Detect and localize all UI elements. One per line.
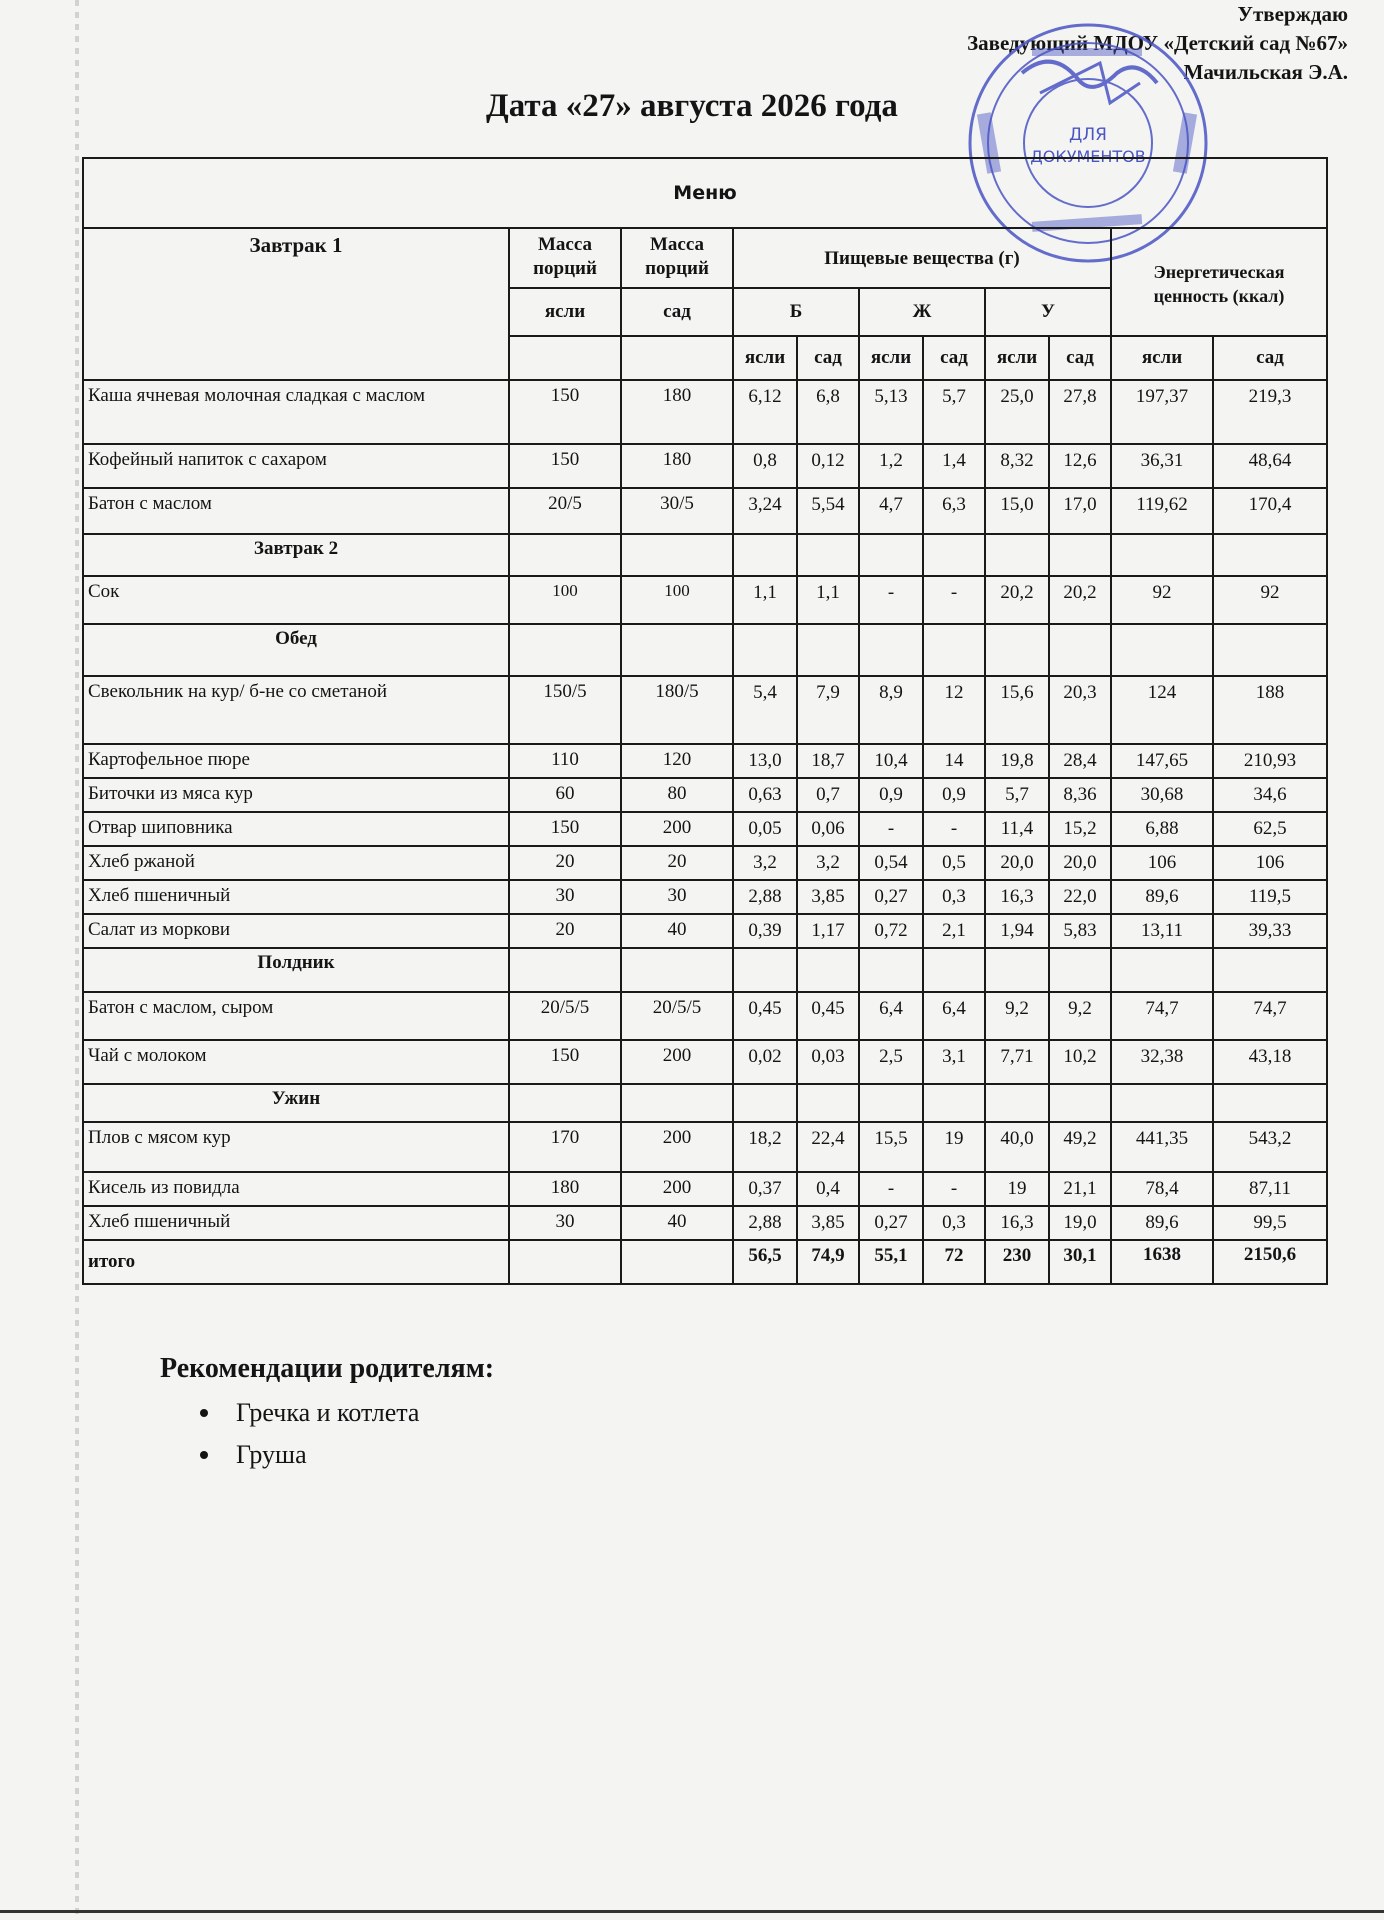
header-row-1 [83,228,1327,288]
bullet-icon [200,1451,208,1459]
nutrient-value: 0,12 [797,444,859,488]
energy-value: 119,62 [1111,488,1213,534]
mass-yasli: 20 [509,914,621,948]
energy-value: 170,4 [1213,488,1327,534]
table-row [83,744,1327,778]
energy-value: 124 [1111,676,1213,744]
mass-sad: 200 [621,1172,733,1206]
nutrient-value: 21,1 [1049,1172,1111,1206]
header-mass-1: Масса порций [509,228,621,288]
nutrient-value: 5,13 [859,380,923,444]
nutrient-value: 0,45 [733,992,797,1040]
empty-cell [985,624,1049,676]
nutrient-value: 1,94 [985,914,1049,948]
nutrient-value: 6,4 [923,992,985,1040]
nutrient-value: 12,6 [1049,444,1111,488]
empty-cell [509,948,621,992]
nutrient-value: 10,4 [859,744,923,778]
empty-cell [1111,624,1213,676]
nutrient-value: 0,7 [797,778,859,812]
mass-sad: 80 [621,778,733,812]
header-meal-first: Завтрак 1 [83,228,509,380]
energy-sub-sad: сад [1213,336,1327,380]
nutrient-value: 6,12 [733,380,797,444]
table-row [83,846,1327,880]
nutrient-value: 9,2 [985,992,1049,1040]
energy-value: 74,7 [1111,992,1213,1040]
dish-name: Свекольник на кур/ б-не со сметаной [83,676,509,744]
energy-value: 32,38 [1111,1040,1213,1084]
title-row [83,158,1327,228]
energy-value: 106 [1213,846,1327,880]
nutrient-value: 17,0 [1049,488,1111,534]
nutrient-value: 2,88 [733,1206,797,1240]
empty-cell [1049,624,1111,676]
nutrient-value: 0,3 [923,880,985,914]
nutrient-value: 0,27 [859,880,923,914]
nutrient-value: 0,05 [733,812,797,846]
dish-name: Каша ячневая молочная сладкая с маслом [83,380,509,444]
dish-name: Биточки из мяса кур [83,778,509,812]
nutrient-value: - [923,576,985,624]
sub-header: ясли [733,336,797,380]
empty-cell [859,1084,923,1122]
stamp-text-2: ДОКУМЕНТОВ [1030,147,1146,166]
nutrient-value: 2,88 [733,880,797,914]
dish-name: Чай с молоком [83,1040,509,1084]
section-row [83,1084,1327,1122]
header-b: Б [733,288,859,336]
nutrient-value: 0,5 [923,846,985,880]
header-nutrients: Пищевые вещества (г) [733,228,1111,288]
table-row [83,880,1327,914]
empty-cell [621,534,733,576]
empty-cell [1213,948,1327,992]
bullet-icon [200,1409,208,1417]
empty-cell [733,1084,797,1122]
energy-value: 106 [1111,846,1213,880]
empty-cell [1111,948,1213,992]
section-label: Полдник [83,948,509,992]
nutrient-value: 6,8 [797,380,859,444]
nutrient-value: 5,4 [733,676,797,744]
empty-cell [859,534,923,576]
empty-cell [1213,534,1327,576]
nutrient-value: 19,8 [985,744,1049,778]
nutrient-value: 2,1 [923,914,985,948]
nutrient-value: 13,0 [733,744,797,778]
energy-value: 92 [1213,576,1327,624]
header-energy: Энергетическая ценность (ккал) [1111,228,1327,336]
approval-line-3: Мачильская Э.А. [1183,60,1348,84]
nutrient-value: 8,9 [859,676,923,744]
empty-cell [1049,948,1111,992]
nutrient-value: 0,9 [923,778,985,812]
nutrient-value: 20,0 [1049,846,1111,880]
mass-sad: 100 [621,576,733,624]
mass-sad: 20/5/5 [621,992,733,1040]
total-label: итого [83,1240,509,1284]
section-row [83,624,1327,676]
empty-cell [733,534,797,576]
recommendation-item [180,1392,419,1434]
mass-sad: 200 [621,1122,733,1172]
nutrient-value: 16,3 [985,1206,1049,1240]
nutrient-value: 0,03 [797,1040,859,1084]
nutrient-value: 19 [923,1122,985,1172]
mass-yasli: 150 [509,380,621,444]
nutrient-value: 3,85 [797,1206,859,1240]
empty-cell [797,948,859,992]
nutrient-value: 0,9 [859,778,923,812]
mass-sad: 40 [621,1206,733,1240]
nutrient-value: 0,8 [733,444,797,488]
mass-yasli: 170 [509,1122,621,1172]
mass-sad: 180 [621,444,733,488]
table-row [83,676,1327,744]
approval-line-1: Утверждаю [1237,2,1348,26]
energy-value: 210,93 [1213,744,1327,778]
dish-name: Хлеб пшеничный [83,1206,509,1240]
empty-cell [985,1084,1049,1122]
nutrient-value: 9,2 [1049,992,1111,1040]
nutrient-value: 2,5 [859,1040,923,1084]
energy-value: 188 [1213,676,1327,744]
mass-sad: 180/5 [621,676,733,744]
energy-value: 89,6 [1111,1206,1213,1240]
empty-cell [509,534,621,576]
menu-body [83,380,1327,1240]
dish-name: Кисель из повидла [83,1172,509,1206]
nutrient-value: 6,4 [859,992,923,1040]
nutrient-value: 40,0 [985,1122,1049,1172]
scan-bottom-edge [0,1910,1384,1913]
nutrient-value: 0,06 [797,812,859,846]
recommendation-text: Груша [236,1440,307,1469]
nutrient-value: 19 [985,1172,1049,1206]
energy-value: 147,65 [1111,744,1213,778]
total-energy-yasli: 1638 [1111,1240,1213,1284]
table-row [83,1122,1327,1172]
section-row [83,948,1327,992]
table-row [83,778,1327,812]
mass-sad: 30/5 [621,488,733,534]
nutrient-value: 3,2 [797,846,859,880]
nutrient-value: 20,0 [985,846,1049,880]
nutrient-value: 15,6 [985,676,1049,744]
nutrient-value: - [859,1172,923,1206]
table-row [83,380,1327,444]
recommendations-list [180,1392,419,1476]
nutrient-value: 16,3 [985,880,1049,914]
nutrient-value: 8,36 [1049,778,1111,812]
nutrient-value: 0,54 [859,846,923,880]
table-row [83,914,1327,948]
nutrient-value: 12 [923,676,985,744]
mass-sad: 20 [621,846,733,880]
header-zh: Ж [859,288,985,336]
empty-cell [733,624,797,676]
nutrient-value: 8,32 [985,444,1049,488]
nutrient-value: 1,2 [859,444,923,488]
sub-header: ясли [985,336,1049,380]
nutrient-value: 5,7 [923,380,985,444]
nutrient-value: 20,2 [985,576,1049,624]
table-row [83,488,1327,534]
energy-value: 13,11 [1111,914,1213,948]
dish-name: Картофельное пюре [83,744,509,778]
energy-value: 119,5 [1213,880,1327,914]
nutrient-value: 0,3 [923,1206,985,1240]
nutrient-value: 15,0 [985,488,1049,534]
recommendation-text: Гречка и котлета [236,1398,420,1427]
nutrient-value: 5,83 [1049,914,1111,948]
section-label: Завтрак 2 [83,534,509,576]
mass-yasli: 180 [509,1172,621,1206]
nutrient-value: 3,24 [733,488,797,534]
mass-sad: 120 [621,744,733,778]
empty-cell [1111,534,1213,576]
nutrient-value: 0,45 [797,992,859,1040]
nutrient-value: - [859,812,923,846]
total-value: 72 [923,1240,985,1284]
total-value: 230 [985,1240,1049,1284]
nutrient-value: - [923,812,985,846]
empty-cell [733,948,797,992]
table-row [83,1040,1327,1084]
stamp-text-1: ДЛЯ [1069,125,1107,145]
sub-header: ясли [859,336,923,380]
mass-sad: 40 [621,914,733,948]
table-row [83,444,1327,488]
energy-value: 48,64 [1213,444,1327,488]
sub-header: сад [923,336,985,380]
total-energy-sad: 2150,6 [1213,1240,1327,1284]
recommendations-title: Рекомендации родителям: [160,1353,495,1384]
empty-cell [985,948,1049,992]
nutrient-value: 5,54 [797,488,859,534]
energy-value: 441,35 [1111,1122,1213,1172]
table-row [83,992,1327,1040]
nutrient-value: 14 [923,744,985,778]
nutrient-value: - [923,1172,985,1206]
nutrient-value: 0,72 [859,914,923,948]
total-value: 30,1 [1049,1240,1111,1284]
dish-name: Сок [83,576,509,624]
empty-cell [621,624,733,676]
nutrient-value: 20,2 [1049,576,1111,624]
header-mass-2: Масса порций [621,228,733,288]
empty-cell [1049,534,1111,576]
section-label: Ужин [83,1084,509,1122]
empty-cell [797,1084,859,1122]
empty-cell [621,948,733,992]
energy-value: 89,6 [1111,880,1213,914]
nutrient-value: 27,8 [1049,380,1111,444]
approval-line-2: Заведующий МДОУ «Детский сад №67» [967,31,1348,55]
nutrient-value: 1,17 [797,914,859,948]
nutrient-value: 0,63 [733,778,797,812]
empty-cell [509,1084,621,1122]
table-row [83,1172,1327,1206]
nutrient-value: 15,2 [1049,812,1111,846]
mass-yasli: 150 [509,812,621,846]
energy-value: 6,88 [1111,812,1213,846]
dish-name: Плов с мясом кур [83,1122,509,1172]
nutrient-value: 0,4 [797,1172,859,1206]
energy-value: 43,18 [1213,1040,1327,1084]
empty-cell [859,948,923,992]
mass-yasli: 20 [509,846,621,880]
empty-cell [797,534,859,576]
date-line: Дата «27» августа 2026 года [486,88,898,124]
empty-cell [923,534,985,576]
nutrient-value: 28,4 [1049,744,1111,778]
mass-yasli: 150 [509,1040,621,1084]
nutrient-value: 0,02 [733,1040,797,1084]
header-u: У [985,288,1111,336]
empty-cell [923,948,985,992]
table-row [83,576,1327,624]
mass-yasli: 60 [509,778,621,812]
nutrient-value: 19,0 [1049,1206,1111,1240]
energy-value: 30,68 [1111,778,1213,812]
energy-value: 74,7 [1213,992,1327,1040]
energy-value: 78,4 [1111,1172,1213,1206]
mass-sad: 200 [621,812,733,846]
nutrient-value: 20,3 [1049,676,1111,744]
nutrient-value: 3,2 [733,846,797,880]
header-sad: сад [621,288,733,336]
energy-value: 219,3 [1213,380,1327,444]
empty-cell [621,1084,733,1122]
section-label: Обед [83,624,509,676]
mass-sad: 200 [621,1040,733,1084]
mass-yasli: 100 [509,576,621,624]
energy-value: 99,5 [1213,1206,1327,1240]
energy-value: 543,2 [1213,1122,1327,1172]
empty-cell [1111,1084,1213,1122]
mass-yasli: 30 [509,1206,621,1240]
nutrient-value: 7,71 [985,1040,1049,1084]
energy-value: 62,5 [1213,812,1327,846]
dish-name: Батон с маслом, сыром [83,992,509,1040]
mass-sad: 180 [621,380,733,444]
total-value: 55,1 [859,1240,923,1284]
empty-cell [1213,1084,1327,1122]
nutrient-value: 7,9 [797,676,859,744]
dish-name: Хлеб пшеничный [83,880,509,914]
nutrient-value: 1,1 [733,576,797,624]
dish-name: Батон с маслом [83,488,509,534]
nutrient-value: 10,2 [1049,1040,1111,1084]
mass-sad: 30 [621,880,733,914]
empty-cell [509,624,621,676]
empty-cell [923,624,985,676]
table-title: Меню [83,158,1327,228]
nutrient-value: 3,1 [923,1040,985,1084]
total-value: 74,9 [797,1240,859,1284]
empty-cell [985,534,1049,576]
nutrient-value: 11,4 [985,812,1049,846]
dish-name: Хлеб ржаной [83,846,509,880]
nutrient-value: 22,0 [1049,880,1111,914]
nutrient-value: 3,85 [797,880,859,914]
empty-cell [1049,1084,1111,1122]
nutrient-value: 4,7 [859,488,923,534]
sub-header: сад [1049,336,1111,380]
energy-value: 92 [1111,576,1213,624]
table-row [83,812,1327,846]
mass-yasli: 150/5 [509,676,621,744]
energy-value: 197,37 [1111,380,1213,444]
menu-table [82,157,1328,1285]
nutrient-value: 1,1 [797,576,859,624]
nutrient-value: 18,2 [733,1122,797,1172]
table-row [83,1206,1327,1240]
energy-value: 39,33 [1213,914,1327,948]
energy-value: 36,31 [1111,444,1213,488]
empty-cell [859,624,923,676]
dish-name: Кофейный напиток с сахаром [83,444,509,488]
nutrient-value: 5,7 [985,778,1049,812]
energy-value: 87,11 [1213,1172,1327,1206]
dish-name: Отвар шиповника [83,812,509,846]
energy-value: 34,6 [1213,778,1327,812]
mass-yasli: 110 [509,744,621,778]
mass-yasli: 150 [509,444,621,488]
energy-sub-yasli: ясли [1111,336,1213,380]
recommendation-item [180,1434,419,1476]
nutrient-value: 6,3 [923,488,985,534]
nutrient-value: 0,27 [859,1206,923,1240]
scan-edge [75,0,79,1920]
section-row [83,534,1327,576]
nutrient-value: 15,5 [859,1122,923,1172]
mass-yasli: 20/5/5 [509,992,621,1040]
mass-yasli: 30 [509,880,621,914]
nutrient-value: 22,4 [797,1122,859,1172]
nutrient-value: 1,4 [923,444,985,488]
nutrient-value: - [859,576,923,624]
nutrient-value: 0,37 [733,1172,797,1206]
sub-header: сад [797,336,859,380]
dish-name: Салат из моркови [83,914,509,948]
empty-cell [923,1084,985,1122]
nutrient-value: 49,2 [1049,1122,1111,1172]
total-value: 56,5 [733,1240,797,1284]
mass-yasli: 20/5 [509,488,621,534]
nutrient-value: 25,0 [985,380,1049,444]
total-row [83,1240,1327,1284]
empty-cell [797,624,859,676]
empty-cell [1213,624,1327,676]
header-yasli: ясли [509,288,621,336]
nutrient-value: 0,39 [733,914,797,948]
nutrient-value: 18,7 [797,744,859,778]
